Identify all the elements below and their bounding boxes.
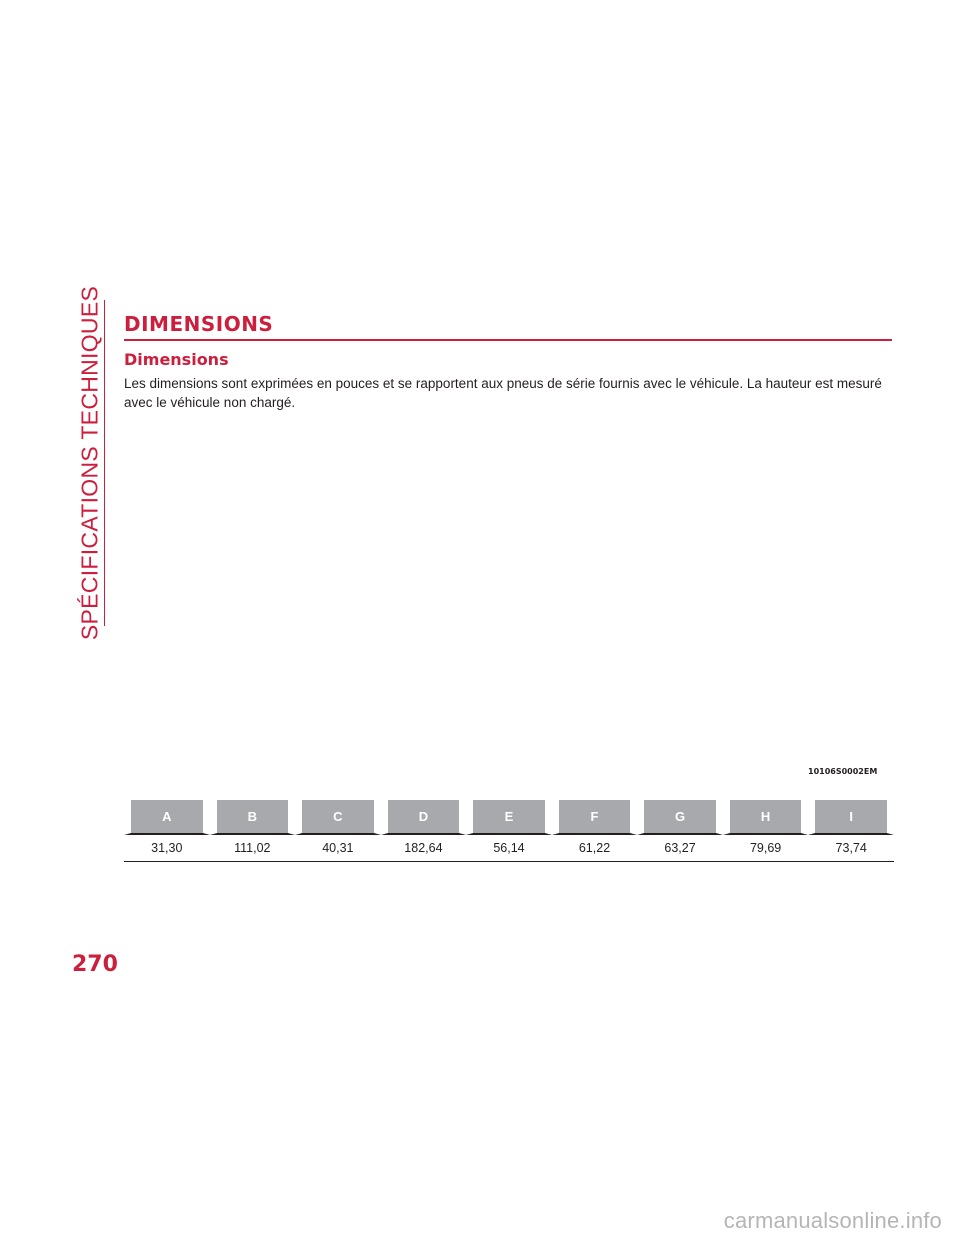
table-cell: 40,31	[295, 835, 381, 862]
table-cell: 73,74	[808, 835, 894, 862]
table-header-row	[124, 800, 894, 835]
table-cell: 61,22	[552, 835, 638, 862]
watermark: carmanualsonline.info	[723, 1208, 942, 1233]
section-title: DIMENSIONS	[124, 312, 892, 341]
table-header-cell: I	[808, 800, 894, 835]
page-number: 270	[72, 952, 118, 977]
side-tab	[76, 285, 105, 641]
dimensions-table	[124, 800, 894, 862]
table-header-cell: C	[295, 800, 381, 835]
side-tab-label: SPÉCIFICATIONS TECHNIQUES	[76, 285, 103, 641]
table-header-cell: F	[552, 800, 638, 835]
table-header-cell: B	[210, 800, 296, 835]
table-row	[124, 835, 894, 862]
table-cell: 79,69	[723, 835, 809, 862]
table-header-cell: D	[381, 800, 467, 835]
table-header-cell: E	[466, 800, 552, 835]
table-cell: 31,30	[124, 835, 210, 862]
table-header-cell: H	[723, 800, 809, 835]
figure-code: 10106S0002EM	[808, 767, 878, 776]
table-cell: 56,14	[466, 835, 552, 862]
table-cell: 63,27	[637, 835, 723, 862]
table-header-cell: A	[124, 800, 210, 835]
subsection-title: Dimensions	[124, 350, 229, 369]
table-header-cell: G	[637, 800, 723, 835]
intro-paragraph: Les dimensions sont exprimées en pouces et se rapportent aux pneus de série fournis avec le véhicule. La hauteur est mesuré avec le véhicule non chargé.	[124, 376, 882, 410]
table-cell: 182,64	[381, 835, 467, 862]
table-cell: 111,02	[210, 835, 296, 862]
